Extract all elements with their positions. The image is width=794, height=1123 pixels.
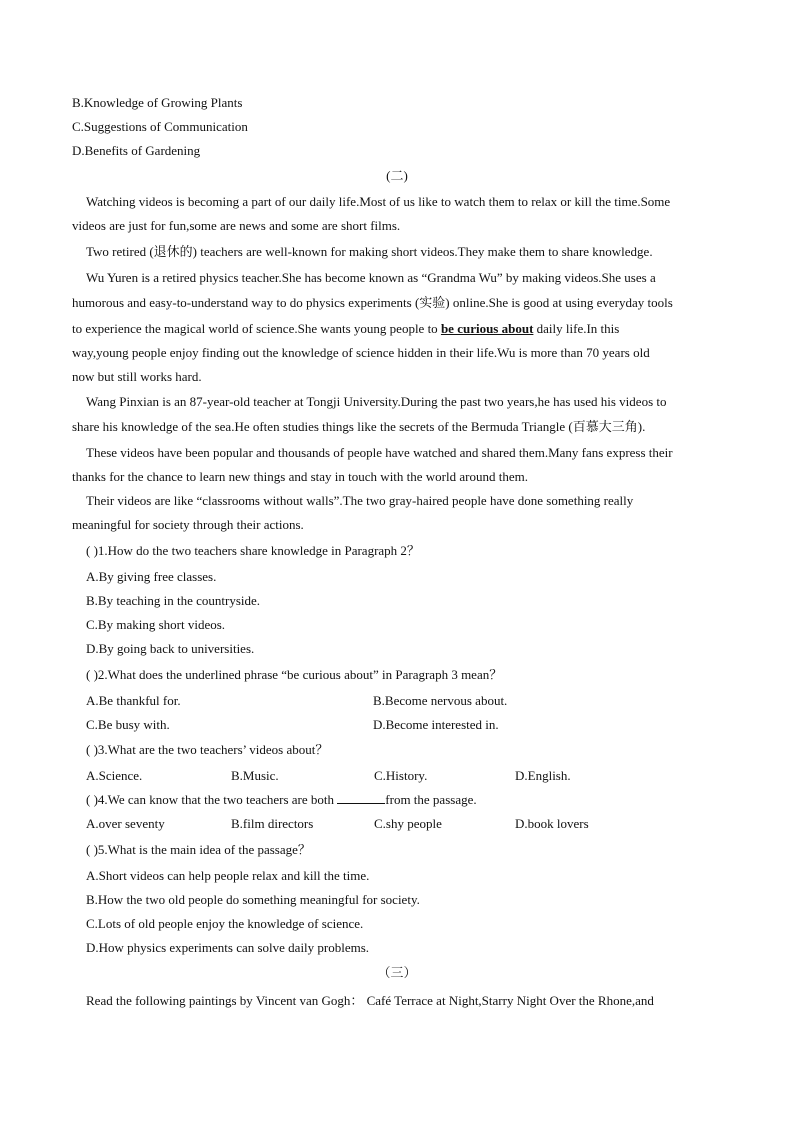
- question-3-option-b: B.Music.: [231, 768, 279, 783]
- question-5-option-d: D.How physics experiments can solve daily problems.: [86, 940, 370, 955]
- passage-paragraph-1-line-1: Watching videos is becoming a part of our daily life.Most of us like to watch them to relax or kill the time.Some: [86, 194, 671, 209]
- passage-paragraph-4-line-2: share his knowledge of the sea.He often studies things like the secrets of the Bermuda Triangle (百慕大三角).: [72, 419, 646, 434]
- paragraph-3-text-after-phrase: daily life.In this: [533, 321, 620, 336]
- question-1-stem: ( )1.How do the two teachers share knowledge in Paragraph 2？: [86, 543, 420, 558]
- question-2-option-c: C.Be busy with.: [86, 717, 170, 732]
- passage-paragraph-3-line-3: [72, 321, 619, 337]
- question-4-option-d: D.book lovers: [515, 816, 589, 831]
- question-2-option-d: D.Become interested in.: [373, 717, 499, 732]
- question-2-option-b: B.Become nervous about.: [373, 693, 508, 708]
- question-5-option-c: C.Lots of old people enjoy the knowledge of science.: [86, 916, 364, 931]
- section1-option-c: C.Suggestions of Communication: [72, 119, 248, 134]
- section3-intro: Read the following paintings by Vincent van Gogh： Café Terrace at Night,Starry Night Over the Rhone,and: [86, 993, 654, 1008]
- question-1-option-b: B.By teaching in the countryside.: [86, 593, 261, 608]
- question-2-option-a: A.Be thankful for.: [86, 693, 181, 708]
- question-1-option-a: A.By giving free classes.: [86, 569, 217, 584]
- section1-option-b: B.Knowledge of Growing Plants: [72, 95, 243, 110]
- question-3-stem: ( )3.What are the two teachers’ videos about？: [86, 742, 329, 757]
- question-4-stem-end: from the passage.: [385, 792, 477, 807]
- question-4-stem-start: ( )4.We can know that the two teachers are both: [86, 792, 338, 807]
- question-5-option-b: B.How the two old people do something meaningful for society.: [86, 892, 420, 907]
- passage-paragraph-3-line-4: way,young people enjoy finding out the knowledge of science hidden in their life.Wu is more than 70 years old: [72, 345, 650, 360]
- question-4-option-b: B.film directors: [231, 816, 314, 831]
- question-1-option-d: D.By going back to universities.: [86, 641, 255, 656]
- question-3-option-a: A.Science.: [86, 768, 143, 783]
- passage-paragraph-1-line-2: videos are just for fun,some are news and some are short films.: [72, 218, 401, 233]
- question-4-option-a: A.over seventy: [86, 816, 165, 831]
- passage-paragraph-2: Two retired (退休的) teachers are well-known for making short videos.They make them to share knowledge.: [86, 244, 653, 259]
- question-4-option-c: C.shy people: [374, 816, 442, 831]
- passage-paragraph-5-line-2: thanks for the chance to learn new things and stay in touch with the world around them.: [72, 469, 528, 484]
- question-3-option-d: D.English.: [515, 768, 571, 783]
- section2-heading: (二): [386, 168, 408, 183]
- passage-paragraph-3-line-2: humorous and easy-to-understand way to do physics experiments (实验) online.She is good at using everyday tools: [72, 295, 673, 310]
- question-1-option-c: C.By making short videos.: [86, 617, 226, 632]
- passage-paragraph-6-line-1: Their videos are like “classrooms without walls”.The two gray-haired people have done something really: [86, 493, 634, 508]
- passage-paragraph-6-line-2: meaningful for society through their actions.: [72, 517, 304, 532]
- paragraph-3-text-before-phrase: to experience the magical world of science.She wants young people to: [72, 321, 441, 336]
- question-5-option-a: A.Short videos can help people relax and kill the time.: [86, 868, 370, 883]
- question-2-stem: ( )2.What does the underlined phrase “be curious about” in Paragraph 3 mean？: [86, 667, 503, 682]
- question-3-option-c: C.History.: [374, 768, 428, 783]
- section3-heading: （三）: [377, 965, 417, 980]
- passage-paragraph-4-line-1: Wang Pinxian is an 87-year-old teacher at Tongji University.During the past two years,he has used his videos to: [86, 394, 667, 409]
- question-4-stem: [86, 792, 477, 808]
- passage-paragraph-3-line-1: Wu Yuren is a retired physics teacher.She has become known as “Grandma Wu” by making videos.She uses a: [86, 270, 656, 285]
- underlined-phrase: be curious about: [440, 321, 534, 336]
- section1-option-d: D.Benefits of Gardening: [72, 143, 201, 158]
- question-5-stem: ( )5.What is the main idea of the passage？: [86, 842, 311, 857]
- passage-paragraph-5-line-1: These videos have been popular and thousands of people have watched and shared them.Many fans express their: [86, 445, 673, 460]
- passage-paragraph-3-line-5: now but still works hard.: [72, 369, 202, 384]
- answer-blank: [337, 792, 385, 804]
